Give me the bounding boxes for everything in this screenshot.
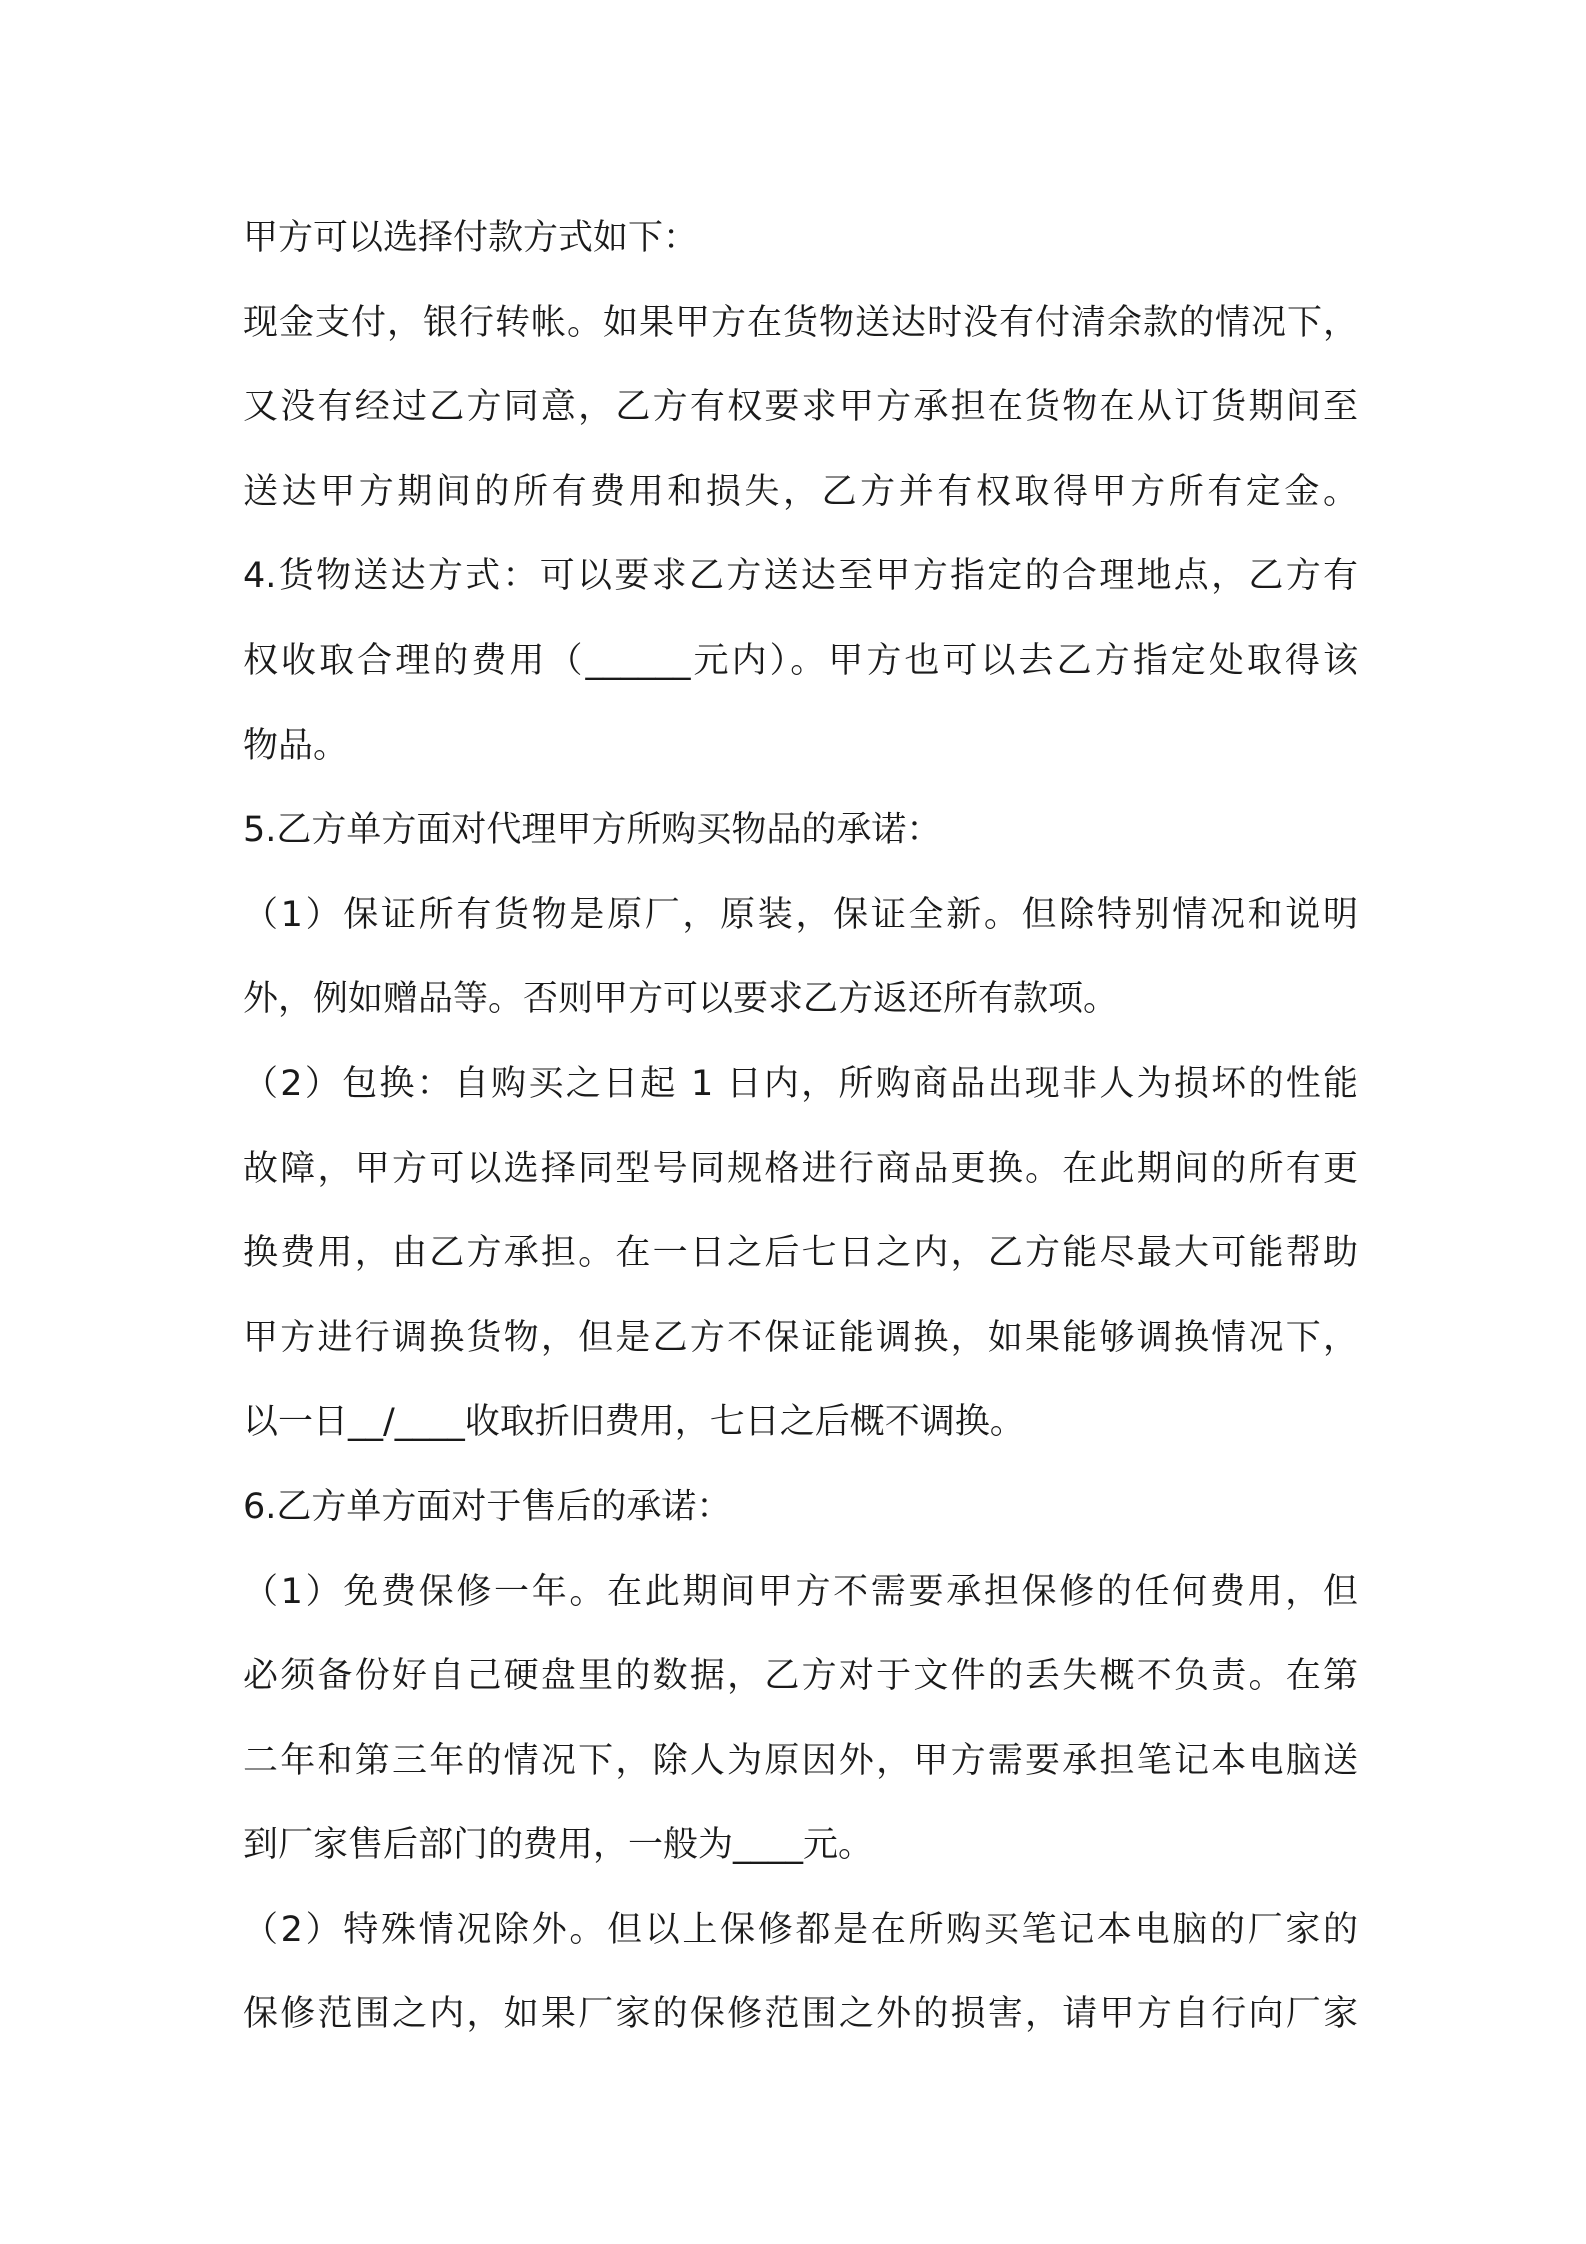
text-line: （1）保证所有货物是原厂，原装，保证全新。但除特别情况和说明 <box>243 894 1358 935</box>
text-line: 物品。 <box>243 725 349 766</box>
text-line: （2）包换：自购买之日起 1 日内，所购商品出现非人为损坏的性能 <box>243 1063 1358 1104</box>
text-line: 二年和第三年的情况下，除人为原因外，甲方需要承担笔记本电脑送 <box>243 1740 1358 1781</box>
text-line: 4.货物送达方式：可以要求乙方送达至甲方指定的合理地点，乙方有 <box>243 556 1358 597</box>
text-line: 甲方可以选择付款方式如下： <box>243 218 699 258</box>
text-line: 保修范围之内，如果厂家的保修范围之外的损害，请甲方自行向厂家 <box>243 1994 1358 2035</box>
text-line: 换费用，由乙方承担。在一日之后七日之内，乙方能尽最大可能帮助 <box>243 1233 1358 1274</box>
text-line: 6.乙方单方面对于售后的承诺： <box>243 1486 732 1527</box>
text-line: 以一日__/____收取折旧费用，七日之后概不调换。 <box>243 1402 1025 1443</box>
text-line: 必须备份好自己硬盘里的数据，乙方对于文件的丢失概不负责。在第 <box>243 1656 1358 1697</box>
text-line: 现金支付，银行转帐。如果甲方在货物送达时没有付清余款的情况下， <box>243 302 1358 343</box>
text-line: 故障，甲方可以选择同型号同规格进行商品更换。在此期间的所有更 <box>243 1148 1358 1189</box>
text-line: 外，例如赠品等。否则甲方可以要求乙方返还所有款项。 <box>243 979 1119 1020</box>
text-line: 权收取合理的费用（______元内）。甲方也可以去乙方指定处取得该 <box>243 640 1358 681</box>
text-line: （1）免费保修一年。在此期间甲方不需要承担保修的任何费用，但 <box>243 1571 1358 1612</box>
text-line: 送达甲方期间的所有费用和损失，乙方并有权取得甲方所有定金。 <box>243 471 1358 512</box>
text-line: 甲方进行调换货物，但是乙方不保证能调换，如果能够调换情况下， <box>243 1317 1358 1358</box>
text-line: （2）特殊情况除外。但以上保修都是在所购买笔记本电脑的厂家的 <box>243 1909 1358 1950</box>
text-line: 又没有经过乙方同意，乙方有权要求甲方承担在货物在从订货期间至 <box>243 387 1358 428</box>
text-line: 到厂家售后部门的费用，一般为____元。 <box>243 1825 874 1866</box>
document-body <box>243 196 1358 2057</box>
text-line: 5.乙方单方面对代理甲方所购买物品的承诺： <box>243 810 942 851</box>
